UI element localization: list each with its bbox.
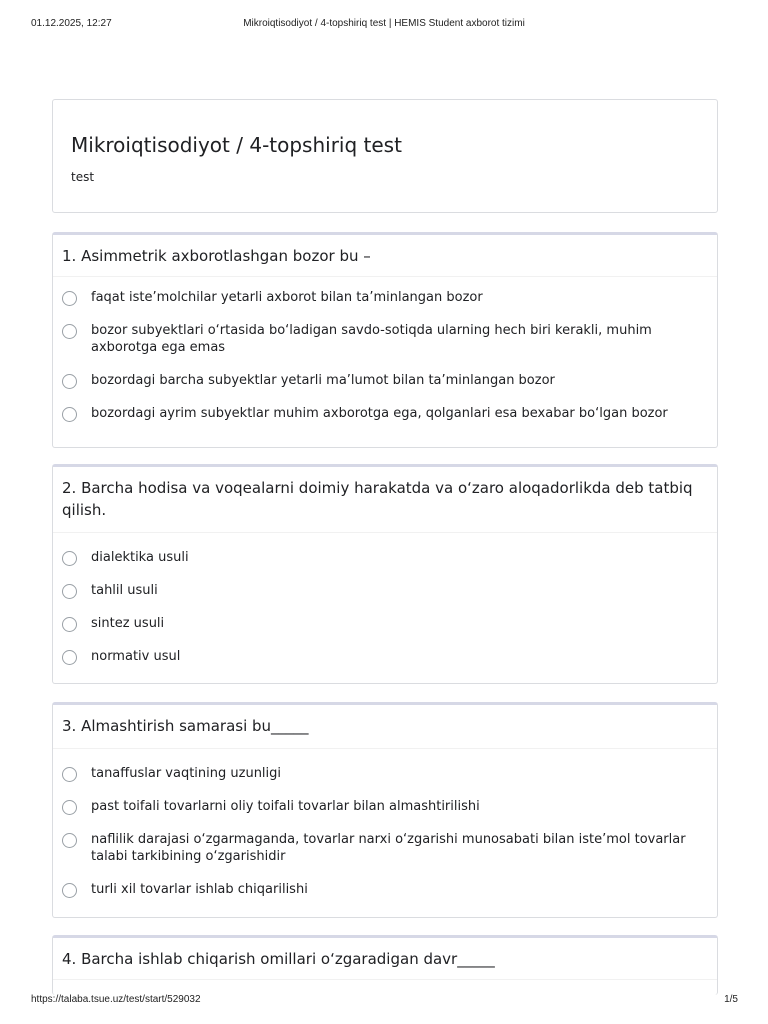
answer-option-label: bozor subyektlari o‘rtasida bo‘ladigan savdo-sotiqda ularning hech biri kerakli, muhim axborotga ega emas <box>91 323 652 355</box>
question-card-1 <box>52 232 718 448</box>
answer-option[interactable] <box>53 322 717 356</box>
print-footer <box>0 994 768 1024</box>
answer-option[interactable] <box>53 831 717 865</box>
radio-button[interactable] <box>62 833 77 848</box>
form-subtitle: test <box>71 170 95 184</box>
answer-option[interactable] <box>53 582 717 599</box>
radio-button[interactable] <box>62 551 77 566</box>
answer-option-label: normativ usul <box>91 649 181 664</box>
question-text: 2. Barcha hodisa va voqealarni doimiy harakatda va o‘zaro aloqadorlikda deb tatbiq qilish. <box>53 467 717 533</box>
answer-option[interactable] <box>53 881 717 898</box>
answer-option[interactable] <box>53 615 717 632</box>
print-document-title: Mikroiqtisodiyot / 4-topshiriq test | HEMIS Student axborot tizimi <box>243 18 525 29</box>
radio-button[interactable] <box>62 800 77 815</box>
answer-option-label: naflilik darajasi o‘zgarmaganda, tovarlar narxi o‘zgarishi munosabati bilan iste’mol tovarlar talabi tarkibining o‘zgarishidir <box>91 832 686 864</box>
answer-option[interactable] <box>53 405 717 422</box>
question-text: 4. Barcha ishlab chiqarish omillari o‘zgaradigan davr_____ <box>53 938 717 980</box>
radio-button[interactable] <box>62 650 77 665</box>
answer-option[interactable] <box>53 549 717 566</box>
print-header <box>0 0 768 40</box>
answer-option-label: tahlil usuli <box>91 583 158 598</box>
answer-option-label: dialektika usuli <box>91 550 189 565</box>
radio-button[interactable] <box>62 584 77 599</box>
answer-option-label: turli xil tovarlar ishlab chiqarilishi <box>91 882 308 897</box>
radio-button[interactable] <box>62 291 77 306</box>
print-url: https://talaba.tsue.uz/test/start/529032 <box>31 994 201 1005</box>
answer-option-label: bozordagi ayrim subyektlar muhim axborotga ega, qolganlari esa bexabar bo‘lgan bozor <box>91 406 668 421</box>
answer-options <box>53 277 717 422</box>
answer-options <box>53 749 717 898</box>
answer-option[interactable] <box>53 648 717 665</box>
question-card-2 <box>52 464 718 684</box>
question-text: 1. Asimmetrik axborotlashgan bozor bu – <box>53 235 717 277</box>
print-datetime: 01.12.2025, 12:27 <box>31 18 112 29</box>
page-number: 1/5 <box>724 994 738 1005</box>
radio-button[interactable] <box>62 374 77 389</box>
answer-option-label: bozordagi barcha subyektlar yetarli ma’lumot bilan ta’minlangan bozor <box>91 373 555 388</box>
answer-option-label: past toifali tovarlarni oliy toifali tovarlar bilan almashtirilishi <box>91 799 480 814</box>
answer-option[interactable] <box>53 289 717 306</box>
answer-option-label: faqat iste’molchilar yetarli axborot bilan ta’minlangan bozor <box>91 290 483 305</box>
answer-option-label: tanaffuslar vaqtining uzunligi <box>91 766 282 781</box>
answer-option[interactable] <box>53 765 717 782</box>
radio-button[interactable] <box>62 767 77 782</box>
question-card-3 <box>52 702 718 918</box>
radio-button[interactable] <box>62 324 77 339</box>
answer-option[interactable] <box>53 372 717 389</box>
radio-button[interactable] <box>62 407 77 422</box>
question-text: 3. Almashtirish samarasi bu_____ <box>53 705 717 749</box>
answer-option[interactable] <box>53 798 717 815</box>
question-card-4 <box>52 935 718 995</box>
form-title: Mikroiqtisodiyot / 4-topshiriq test <box>71 133 402 157</box>
form-title-card <box>52 99 718 213</box>
answer-option-label: sintez usuli <box>91 616 165 631</box>
radio-button[interactable] <box>62 617 77 632</box>
radio-button[interactable] <box>62 883 77 898</box>
answer-options <box>53 533 717 665</box>
